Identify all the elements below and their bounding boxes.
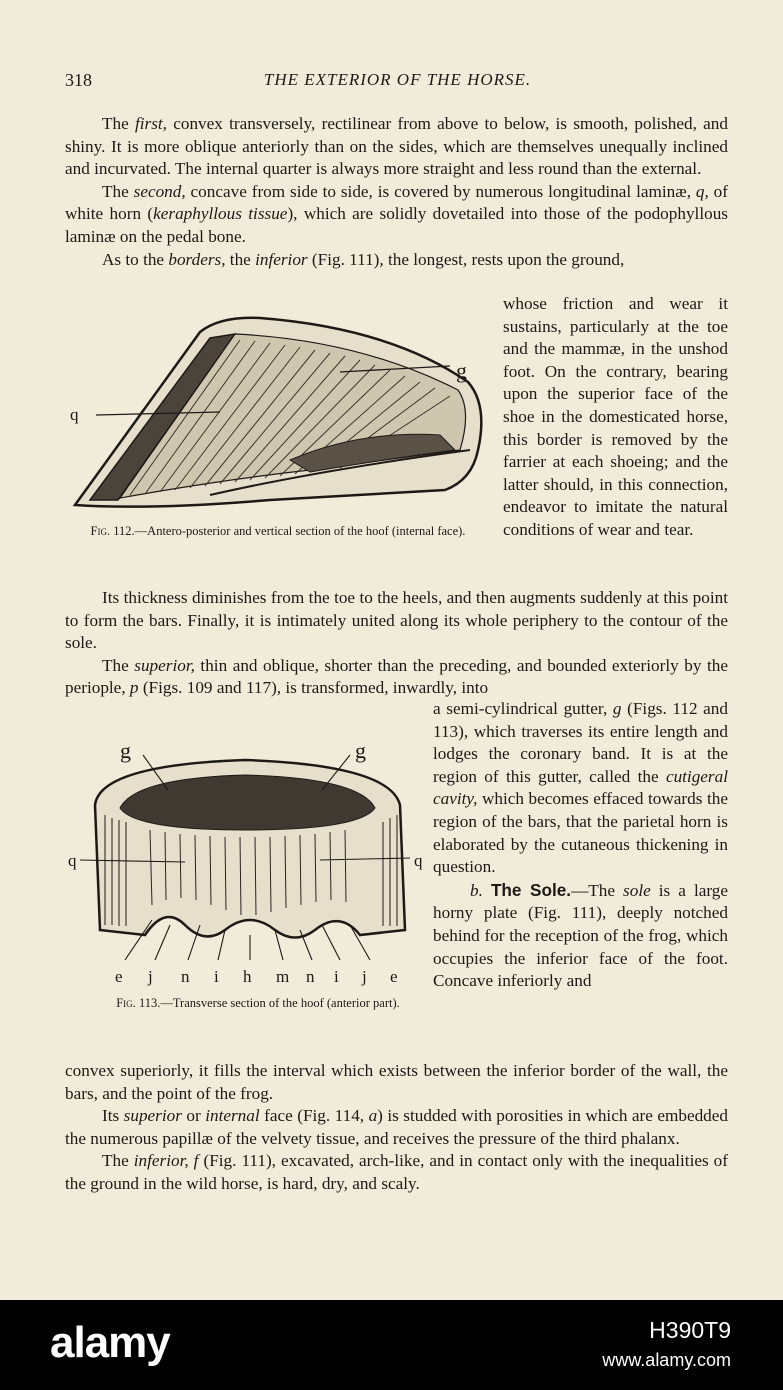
paragraph-borders: As to the borders, the inferior (Fig. 111), the longest, rests upon the ground, <box>102 249 625 269</box>
paragraph-sole: b. The Sole.—The sole is a large horny plate (Fig. 111), deeply notched behind for the reception of the frog, which occupies the inferior face of the foot. Concave inferiorly and <box>433 879 728 991</box>
figure-113-hoof-transverse <box>60 730 430 995</box>
figure-112-caption: Fig. 112.—Antero-posterior and vertical section of the hoof (internal face). <box>90 524 466 538</box>
paragraph-first-face: The first, convex transversely, rectilinear from above to below, is smooth, polished, and shiny. It is more oblique anteriorly than on the sides, which are themselves unequally inclined and incurvated. The internal quarter is always more straight and less round than the external. <box>65 114 728 179</box>
paragraph-superior-face: Its superior or internal face (Fig. 114, a) is studded with porosities in which are embedded the numerous papillæ of the velvety tissue, and receives the pressure of the third phalanx. <box>65 1106 728 1148</box>
section-heading-sole: The Sole. <box>490 879 572 900</box>
text-block-wrap-2 <box>433 698 728 993</box>
watermark-url: www.alamy.com <box>602 1350 731 1370</box>
fig113-label-bottom: e <box>115 967 123 986</box>
fig113-label-bottom: j <box>362 967 367 986</box>
fig112-label-q: q <box>70 405 79 424</box>
fig113-label-q-left: q <box>68 851 77 870</box>
fig113-label-bottom: m <box>276 967 290 986</box>
paragraph-borders-continued: whose friction and wear it sustains, particularly at the toe and the mammæ, in the unshod foot. On the contrary, bearing upon the superior face of the shoe in the domesticated horse, this border is removed by the farrier at each shoeing; and the latter should, in this connection, endeavor to imitate the natural conditions of wear and tear. <box>503 294 728 539</box>
text-block-bottom <box>65 1060 728 1196</box>
text-block-middle <box>65 587 728 700</box>
image-id: H390T9 <box>649 1317 731 1343</box>
fig113-label-bottom: h <box>243 967 252 986</box>
running-title: THE EXTERIOR OF THE HORSE. <box>263 70 532 89</box>
figure-112-hoof-section <box>60 310 490 520</box>
fig113-label-bottom: j <box>148 967 153 986</box>
text-block-top <box>65 113 728 271</box>
fig113-label-g-left: g <box>120 738 131 763</box>
fig113-label-q-right: q <box>414 851 423 870</box>
paragraph-superior: The superior, thin and oblique, shorter than the preceding, and bounded exteriorly by the periople, p (Figs. 109 and 117), is transformed, inwardly, into <box>65 655 728 698</box>
fig113-bottom-labels <box>115 967 398 986</box>
text-block-wrap-1 <box>503 293 728 542</box>
paragraph-thickness: Its thickness diminishes from the toe to the heels, and then augments suddenly at this point to form the bars. Finally, it is intimately united along its whole periphery to the contour of the sole. <box>65 588 728 653</box>
fig113-label-g-right: g <box>355 738 366 763</box>
fig113-label-bottom: i <box>214 967 219 986</box>
paragraph-sole-continued: convex superiorly, it fills the interval which exists between the inferior border of the wall, the bars, and the point of the frog. <box>65 1061 728 1103</box>
fig112-label-g: g <box>456 358 467 383</box>
paragraph-superior-continued: a semi-cylindrical gutter, g (Figs. 112 and 113), which traverses its entire length and lodges the coronary band. It is at the region of this gutter, called the cutigeral cavity, which becomes effaced towards the region of the bars, that the parietal horn is elaborated by the cutaneous thickening in question. <box>433 699 728 877</box>
fig113-label-bottom: e <box>390 967 398 986</box>
fig113-label-bottom: n <box>306 967 315 986</box>
figure-113-caption: Fig. 113.—Transverse section of the hoof (anterior part). <box>116 996 400 1010</box>
watermark-bar <box>0 1300 783 1390</box>
paragraph-second-face: The second, concave from side to side, is covered by numerous longitudinal laminæ, q, of white horn (keraphyllous tissue), which are solidly dovetailed into those of the podophyllous laminæ on the pedal bone. <box>65 181 728 246</box>
paragraph-inferior-face: The inferior, f (Fig. 111), excavated, arch-like, and in contact only with the inequalities of the ground in the wild horse, is hard, dry, and scaly. <box>65 1151 729 1193</box>
page-header <box>65 70 730 96</box>
fig113-label-bottom: n <box>181 967 190 986</box>
fig113-label-bottom: i <box>334 967 339 986</box>
page-number: 318 <box>65 70 92 90</box>
alamy-logo: alamy <box>50 1318 170 1367</box>
